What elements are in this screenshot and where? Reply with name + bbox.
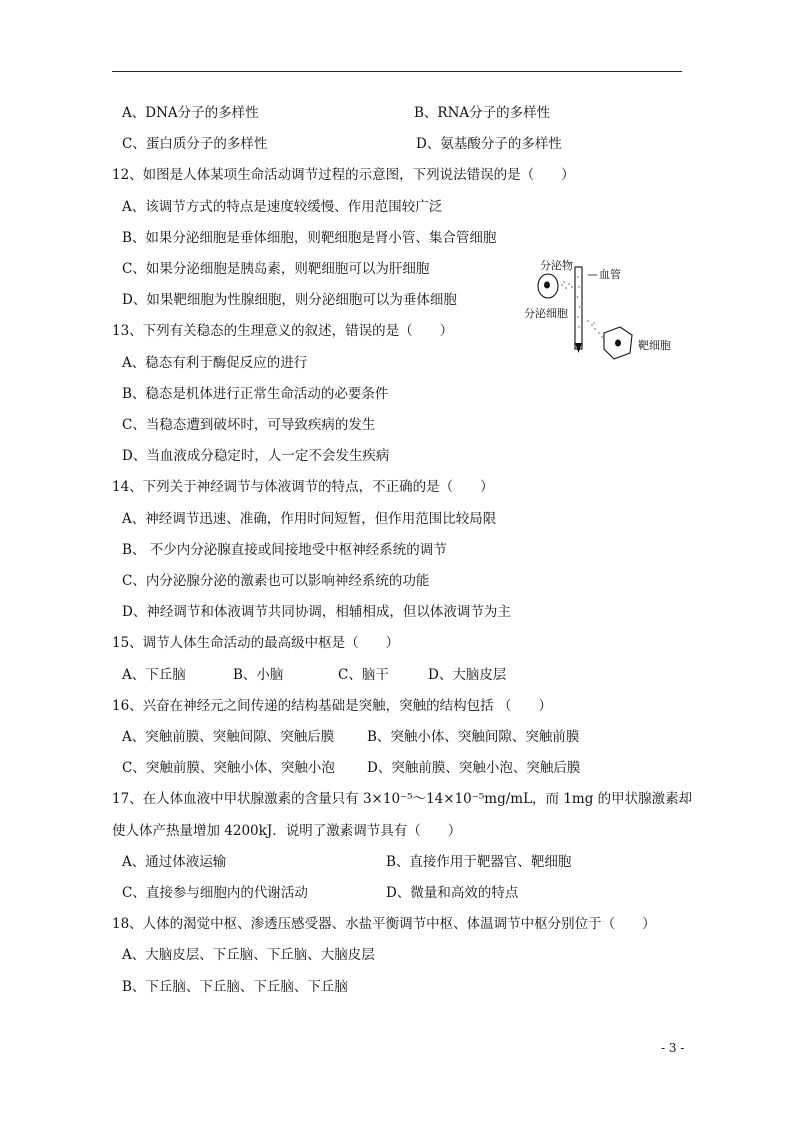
- q13-option-b: B、稳态是机体进行正常生命活动的必要条件: [122, 386, 389, 402]
- secretory-cell-nucleus: [544, 282, 550, 289]
- header-rule: [112, 71, 682, 72]
- q17-option-b: B、直接作用于靶器官、靶细胞: [386, 854, 572, 870]
- q12-option-a: A、该调节方式的特点是速度较缓慢、作用范围较广泛: [122, 199, 443, 215]
- q12-option-b: B、如果分泌细胞是垂体细胞，则靶细胞是肾小管、集合管细胞: [122, 230, 497, 246]
- hormone-regulation-figure: [520, 255, 690, 375]
- q18-option-a: A、大脑皮层、下丘脑、下丘脑、大脑皮层: [122, 947, 375, 963]
- q14-option-c: C、内分泌腺分泌的激素也可以影响神经系统的功能: [122, 573, 430, 589]
- q11-option-b: B、RNA分子的多样性: [414, 105, 551, 121]
- q15-option-c: C、脑干: [338, 667, 389, 683]
- q18-stem: 18、人体的渴觉中枢、渗透压感受器、水盐平衡调节中枢、体温调节中枢分别位于（ ）: [112, 916, 656, 932]
- figure-label-secretion: 分泌物: [540, 259, 573, 272]
- q18-option-b: B、下丘脑、下丘脑、下丘脑、下丘脑: [122, 979, 348, 995]
- q14-stem: 14、下列关于神经调节与体液调节的特点，不正确的是（ ）: [112, 479, 494, 495]
- q11-option-a: A、DNA分子的多样性: [122, 105, 259, 121]
- q12-option-c: C、如果分泌细胞是胰岛素，则靶细胞可以为肝细胞: [122, 261, 430, 277]
- q13-option-d: D、当血液成分稳定时，人一定不会发生疾病: [122, 448, 390, 464]
- q11-option-c: C、蛋白质分子的多样性: [122, 136, 268, 152]
- page-number: - 3 -: [661, 1041, 685, 1055]
- q13-option-c: C、当稳态遭到破坏时，可导致疾病的发生: [122, 417, 376, 433]
- q14-option-d: D、神经调节和体液调节共同协调，相辅相成，但以体液调节为主: [122, 604, 511, 620]
- q17-option-d: D、微量和高效的特点: [386, 885, 519, 901]
- q16-option-b: B、突触小体、突触间隙、突触前膜: [367, 729, 580, 745]
- figure-label-vessel: 血管: [599, 268, 621, 281]
- q17-stem-line2: 使人体产热量增加 4200kJ．说明了激素调节具有（ ）: [112, 823, 462, 839]
- diffusion-dots: [587, 320, 603, 338]
- q15-option-d: D、大脑皮层: [428, 667, 507, 683]
- q16-option-d: D、突触前膜、突触小泡、突触后膜: [367, 760, 581, 776]
- secretion-dots: [561, 281, 573, 289]
- q15-option-b: B、小脑: [233, 667, 284, 683]
- blood-vessel: [575, 267, 582, 349]
- q16-stem: 16、兴奋在神经元之间传递的结构基础是突触，突触的结构包括 （ ）: [112, 698, 552, 714]
- q14-option-a: A、神经调节迅速、准确，作用时间短暂，但作用范围比较局限: [122, 511, 497, 527]
- q13-stem: 13、下列有关稳态的生理意义的叙述，错误的是（ ）: [112, 323, 454, 339]
- q12-option-d: D、如果靶细胞为性腺细胞，则分泌细胞可以为垂体细胞: [122, 292, 457, 308]
- figure-label-target-cell: 靶细胞: [638, 339, 671, 352]
- q13-option-a: A、稳态有利于酶促反应的进行: [122, 355, 308, 371]
- q14-option-b: B、 不少内分泌腺直接或间接地受中枢神经系统的调节: [122, 542, 447, 558]
- target-cell-nucleus: [615, 340, 621, 347]
- q15-option-a: A、下丘脑: [122, 667, 186, 683]
- q16-option-a: A、突触前膜、突触间隙、突触后膜: [122, 729, 335, 745]
- q11-option-d: D、氨基酸分子的多样性: [416, 136, 562, 152]
- q15-stem: 15、调节人体生命活动的最高级中枢是（ ）: [112, 635, 400, 651]
- q17-option-a: A、通过体液运输: [122, 854, 227, 870]
- figure-label-secretory-cell: 分泌细胞: [524, 307, 568, 320]
- q16-option-c: C、突触前膜、突触小体、突触小泡: [122, 760, 335, 776]
- q17-stem-line1: 17、在人体血液中甲状腺激素的含量只有 3×10⁻⁵～14×10⁻⁵mg/mL，而 1mg 的甲状腺激素却: [112, 791, 693, 807]
- q17-option-c: C、直接参与细胞内的代谢活动: [122, 885, 308, 901]
- q12-stem: 12、如图是人体某项生命活动调节过程的示意图，下列说法错误的是（ ）: [112, 167, 575, 183]
